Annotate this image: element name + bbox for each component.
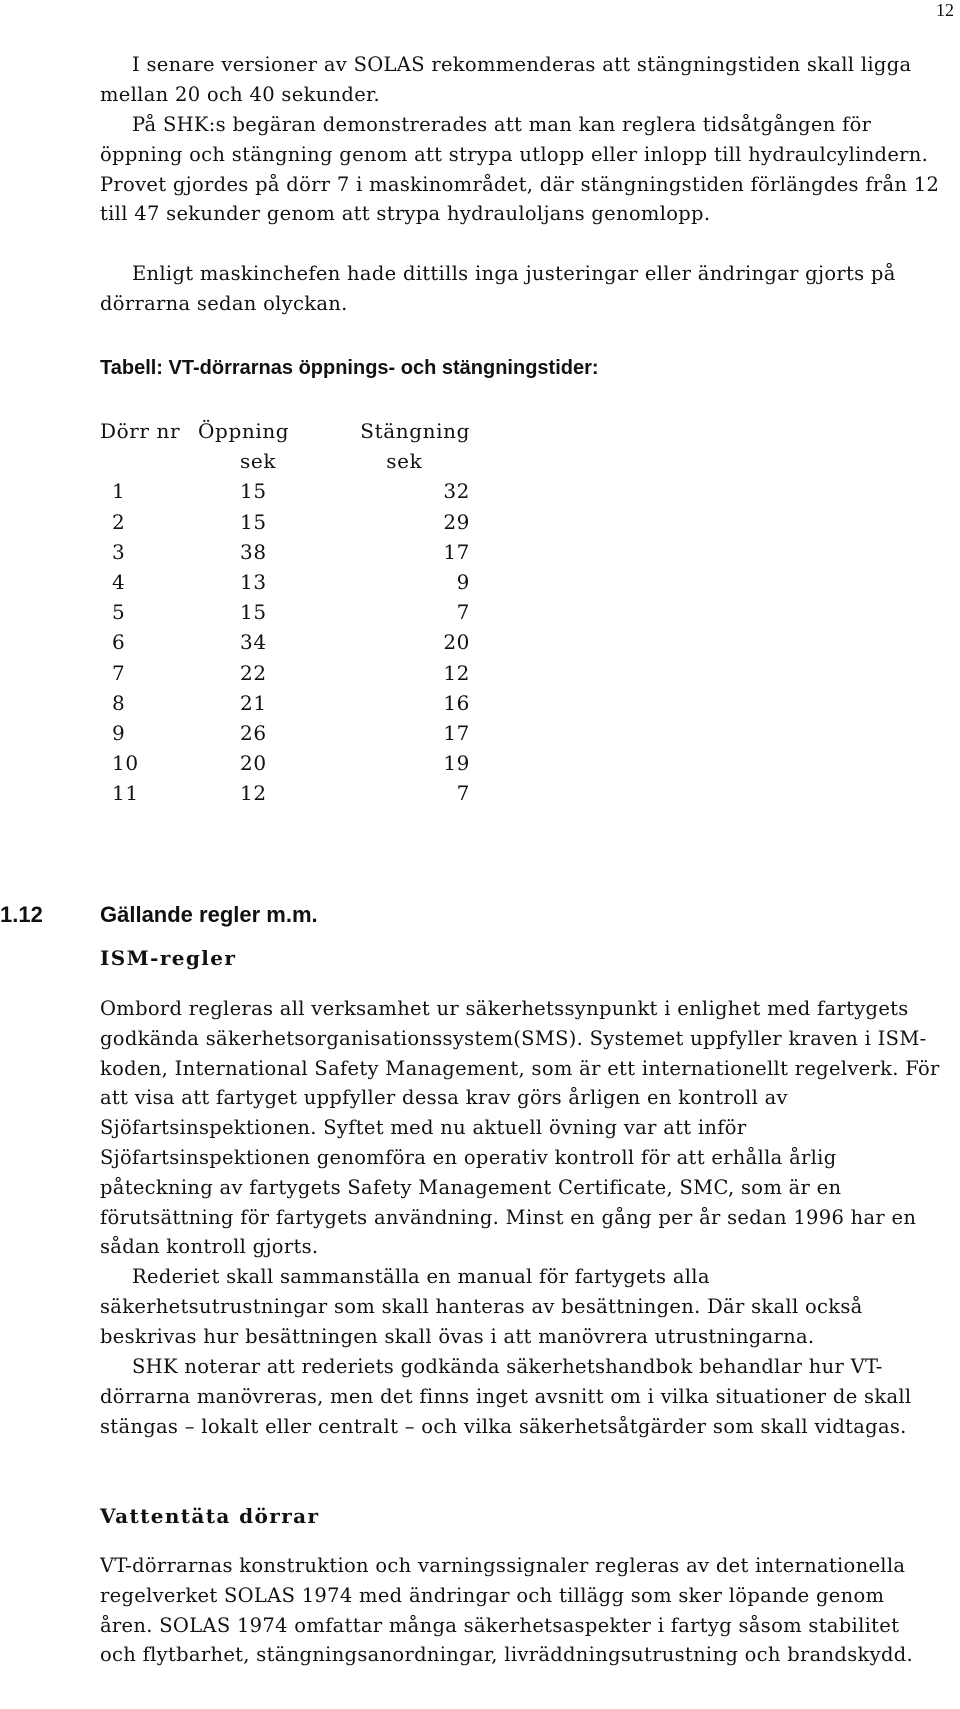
- close-cell: 17: [443, 721, 470, 746]
- close-cell: Stängning: [360, 419, 470, 443]
- table-row: [100, 718, 540, 748]
- table-row: [100, 627, 540, 657]
- close-cell: 7: [456, 600, 470, 625]
- open-cell: 13: [240, 570, 267, 595]
- open-cell: 15: [240, 479, 267, 504]
- watertight-paragraph: VT-dörrarnas konstruktion och varningssignaler regleras av det internationella regelverket SOLAS 1974 med ändringar och tillägg som sker löpande genom åren. SOLAS 1974 omfattar många säkerhetsaspekter i fartyg såsom stabilitet och flytbarhet, stängningsanordningar, livräddningsutrustning och brandskydd.: [100, 1554, 914, 1667]
- open-cell: 20: [240, 751, 267, 776]
- table-row: [100, 567, 540, 597]
- door-cell: 2: [112, 509, 126, 534]
- open-cell: 15: [240, 600, 267, 625]
- door-cell: 8: [112, 690, 126, 715]
- table-row: [100, 688, 540, 718]
- open-cell: 22: [240, 660, 267, 685]
- table-row: [100, 507, 540, 537]
- ism-paragraph-2: Rederiet skall sammanställa en manual för fartygets alla säkerhetsutrustningar som skall hanteras av besättningen. Där skall också beskrivas hur besättningen skall övas i att manövrera utrustningarna.: [100, 1265, 863, 1348]
- intro-paragraph-3: Enligt maskinchefen hade dittills inga justeringar eller ändringar gjorts på dörrarna sedan olyckan.: [100, 262, 896, 315]
- section-number: 1.12: [0, 902, 43, 927]
- close-cell: sek: [386, 449, 423, 474]
- door-cell: 4: [112, 570, 126, 595]
- table-row: [100, 778, 540, 808]
- ism-paragraph-3: SHK noterar att rederiets godkända säkerhetshandbok behandlar hur VT-dörrarna manövreras, men det finns inget avsnitt om i vilka situationer de skall stängas – lokalt eller centralt – och vilka säkerhetsåtgärder som skall vidtagas.: [100, 1355, 912, 1438]
- close-cell: 12: [443, 660, 470, 685]
- table-units-row: [100, 446, 540, 476]
- door-times-table: [100, 416, 540, 809]
- close-cell: 19: [443, 751, 470, 776]
- door-cell: 9: [112, 721, 126, 746]
- close-cell: 16: [443, 690, 470, 715]
- table-caption: Tabell: VT-dörrarnas öppnings- och stängningstider:: [100, 357, 599, 379]
- door-cell: 7: [112, 660, 126, 685]
- open-cell: 38: [240, 539, 267, 564]
- close-cell: 32: [443, 479, 470, 504]
- table-row: [100, 537, 540, 567]
- open-cell: 26: [240, 721, 267, 746]
- door-cell: 10: [112, 751, 139, 776]
- ism-heading: ISM-regler: [100, 946, 237, 970]
- open-cell: sek: [240, 449, 277, 474]
- table-row: [100, 658, 540, 688]
- close-cell: 29: [443, 509, 470, 534]
- door-cell: 3: [112, 539, 126, 564]
- intro-paragraph-2: På SHK:s begäran demonstrerades att man kan reglera tidsåtgången för öppning och stängning genom att strypa utlopp eller inlopp till hydraulcylindern. Provet gjordes på dörr 7 i maskinområdet, där stängningstiden förlängdes från 12 till 47 sekunder genom att strypa hydrauloljans genomlopp.: [100, 113, 940, 226]
- close-cell: 7: [456, 781, 470, 806]
- door-cell: 1: [112, 479, 126, 504]
- table-body: [100, 416, 540, 809]
- table-header-row: [100, 416, 540, 446]
- open-cell: Öppning: [198, 419, 290, 443]
- open-cell: 12: [240, 781, 267, 806]
- watertight-heading: Vattentäta dörrar: [100, 1504, 320, 1528]
- open-cell: 34: [240, 630, 267, 655]
- intro-paragraph-1: I senare versioner av SOLAS rekommenderas att stängningstiden skall ligga mellan 20 och 40 sekunder.: [100, 53, 912, 106]
- table-row: [100, 476, 540, 506]
- table-row: [100, 748, 540, 778]
- door-cell: 11: [112, 781, 139, 806]
- ism-paragraph-1: Ombord regleras all verksamhet ur säkerhetssynpunkt i enlighet med fartygets godkända säkerhetsorganisationssystem(SMS). Systemet uppfyller kraven i ISM-koden, International Safety Management, som är ett internationellt regelverk. För att visa att fartyget uppfyller dessa krav görs årligen en kontroll av Sjöfartsinspektionen. Syftet med nu aktuell övning var att inför Sjöfartsinspektionen genomföra en operativ kontroll för att erhålla årlig påteckning av fartygets Safety Management Certificate, SMC, som är en förutsättning för fartygets användning. Minst en gång per år sedan 1996 har en sådan kontroll gjorts.: [100, 997, 940, 1259]
- open-cell: 21: [240, 690, 267, 715]
- door-cell: Dörr nr: [100, 419, 181, 443]
- close-cell: 9: [456, 570, 470, 595]
- open-cell: 15: [240, 509, 267, 534]
- close-cell: 20: [443, 630, 470, 655]
- section-title: Gällande regler m.m.: [100, 902, 318, 927]
- close-cell: 17: [443, 539, 470, 564]
- door-cell: 5: [112, 600, 126, 625]
- table-row: [100, 597, 540, 627]
- door-cell: 6: [112, 630, 126, 655]
- section-heading: [0, 902, 318, 928]
- page-number: 12: [936, 0, 954, 20]
- door-cell: [100, 446, 198, 476]
